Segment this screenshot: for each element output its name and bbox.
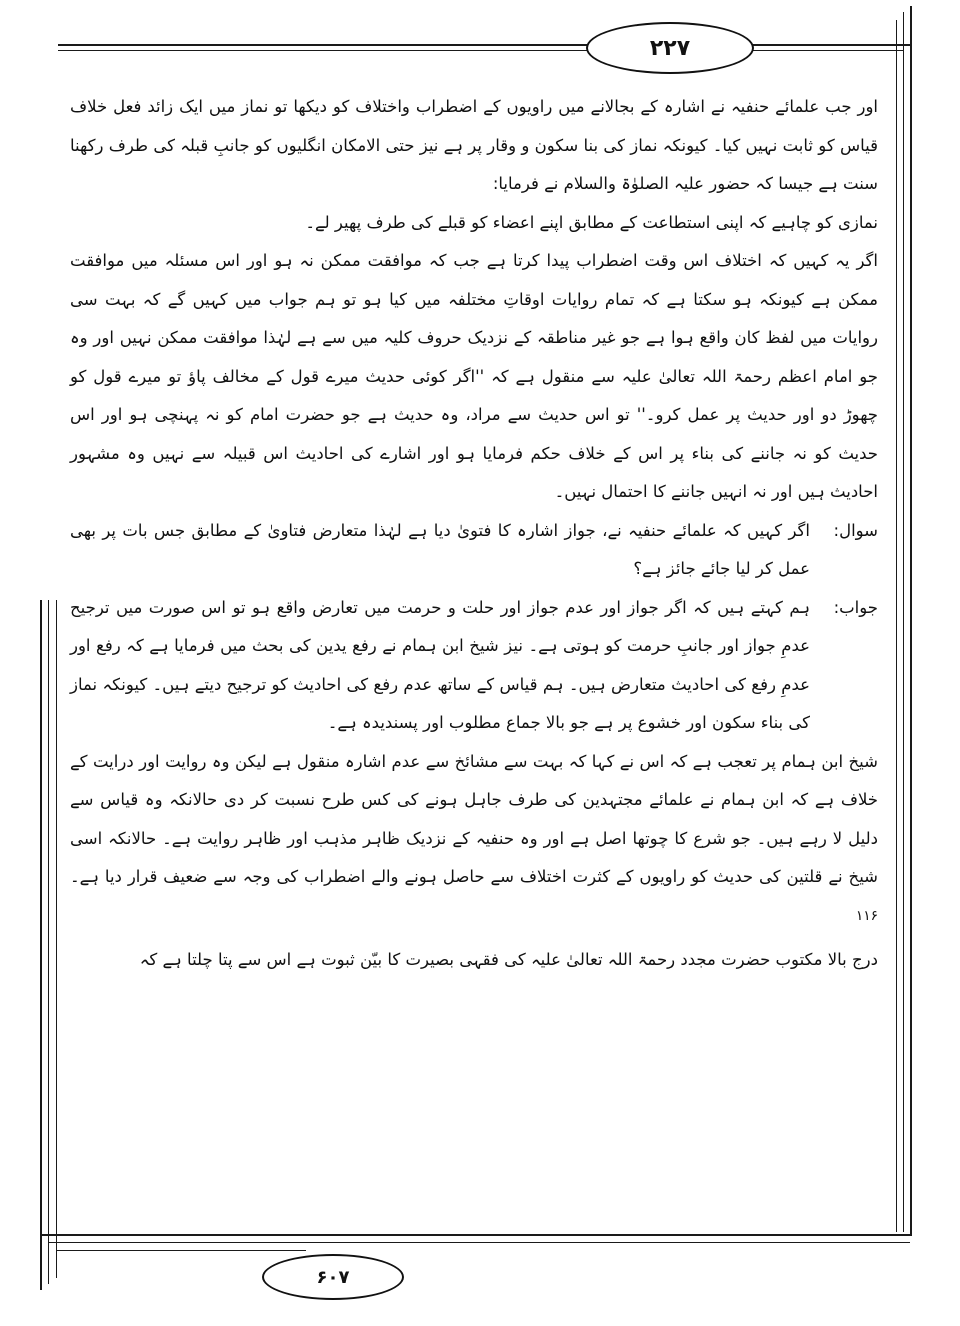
frame-bottom-rule-inner [48,1242,910,1243]
question-block [70,512,878,589]
paragraph-1: اور جب علمائے حنفیہ نے اشارہ کے بجالانے میں راویوں کے اضطراب واختلاف کو دیکھا تو نماز میں ایک زائد فعل خلاف قیاس کو ثابت نہیں کیا۔ کیونکہ نماز کی بنا سکون و وقار پر ہے نیز حتی الامکان انگلیوں کو جانبِ قبلہ کی طرف رکھنا سنت ہے جیسا کہ حضور علیہ الصلوٰۃ والسلام نے فرمایا: [70,97,878,193]
frame-left-rule-inner [48,600,49,1284]
answer-label: جواب: [833,597,878,617]
hadith-quote: نمازی کو چاہیے کہ اپنی استطاعت کے مطابق اپنے اعضاء کو قبلے کی طرف پھیر لے۔ [305,212,878,232]
paragraph-3-text: شیخ ابن ہمام پر تعجب ہے کہ اس نے کہا کہ بہت سے مشائخ سے عدم اشارہ منقول ہے لیکن وہ روایت اور درایت کے خلاف ہے کہ ابن ہمام نے علمائے مجتہدین کی طرف جاہل ہونے کی کس طرح نسبت کر دی حالانکہ وہ قیاس سے دلیل لا رہے ہیں۔ جو شرع کا چوتھا اصل ہے اور وہ حنفیہ کے نزدیک ظاہر مذہب اور ظاہر روایت ہے۔ حالانکہ اسی شیخ نے قلتین کی حدیث کو راویوں کے کثرت اختلاف سے حاصل ہونے والے اضطراب کی وجہ سے ضعیف قرار دیا ہے۔ [70,751,878,886]
frame-right-rule [910,6,912,1234]
frame-top-rule [58,44,910,46]
frame-bottom-rule-inner-2 [56,1250,306,1251]
question-text: اگر کہیں کہ علمائے حنفیہ نے، جواز اشارہ کا فتویٰ دیا ہے لہٰذا متعارض فتاویٰ کے مطابق جس بات پر بھی عمل کر لیا جائے جائز ہے؟ [70,520,810,578]
header-page-label: ۲۲۷ [586,22,754,74]
frame-left-rule-inner-2 [56,600,57,1278]
paragraph-3 [70,743,878,941]
frame-right-rule-inner-2 [896,20,897,1232]
footer-page-number: ۶۰۷ [262,1254,404,1300]
answer-text: ہم کہتے ہیں کہ اگر جواز اور عدم جواز اور حلت و حرمت میں تعارض واقع ہو تو اس صورت میں ترجیح عدمِ جواز اور جانبِ حرمت کو ہوتی ہے۔ نیز شیخ ابن ہمام نے رفع یدین کی بحث میں فرمایا ہے کہ رفع اور عدمِ رفع کی احادیث متعارض ہیں۔ ہم قیاس کے ساتھ عدم رفع کی احادیث کو ترجیح دیتے ہیں۔ کیونکہ نماز کی بناء سکون اور خشوع پر ہے جو بالا جماع مطلوب اور پسندیدہ ہے۔ [70,597,810,732]
frame-bottom-rule [40,1234,912,1236]
article-body [70,88,878,979]
question-label: سوال: [833,520,878,540]
paragraph-4: درج بالا مکتوب حضرت مجدد رحمۃ اللہ تعالیٰ علیہ کی فقہی بصیرت کا بیّن ثبوت ہے اس سے پتا چلتا ہے کہ [139,949,878,969]
frame-left-rule [40,600,42,1290]
frame-right-rule-inner [903,12,904,1232]
paragraph-2: اگر یہ کہیں کہ اختلاف اس وقت اضطراب پیدا کرتا ہے جب کہ موافقت ممکن نہ ہو اور اس مسئلہ میں موافقت ممکن ہے کیونکہ ہو سکتا ہے کہ تمام روایات اوقاتِ مختلفہ میں کیا ہو تو ہم جواب میں کہیں گے کہ بہت سی روایات میں لفظ کان واقع ہوا ہے جو غیر مناطقہ کے نزدیک حروف کلیہ میں سے ہے لہٰذا موافقت ممکن نہیں اور وہ جو امام اعظم رحمۃ اللہ تعالیٰ علیہ سے منقول ہے کہ ''اگر کوئی حدیث میرے قول کے مخالف پاؤ تو میرے قول کو چھوڑ دو اور حدیث پر عمل کرو۔'' تو اس حدیث سے مراد، وہ حدیث ہے جو حضرت امام کو نہ پہنچی ہو اور اس حدیث کو نہ جاننے کی بناء پر اس کے خلاف حکم فرمایا ہو اور اشارے کی احادیث اس قبیلہ سے نہیں وہ مشہور احادیث ہیں اور نہ انہیں جاننے کا احتمال نہیں۔ [70,251,878,501]
frame-top-rule-inner [58,50,904,51]
answer-block [70,589,878,743]
footnote-reference: ۱۱۶ [855,907,878,924]
